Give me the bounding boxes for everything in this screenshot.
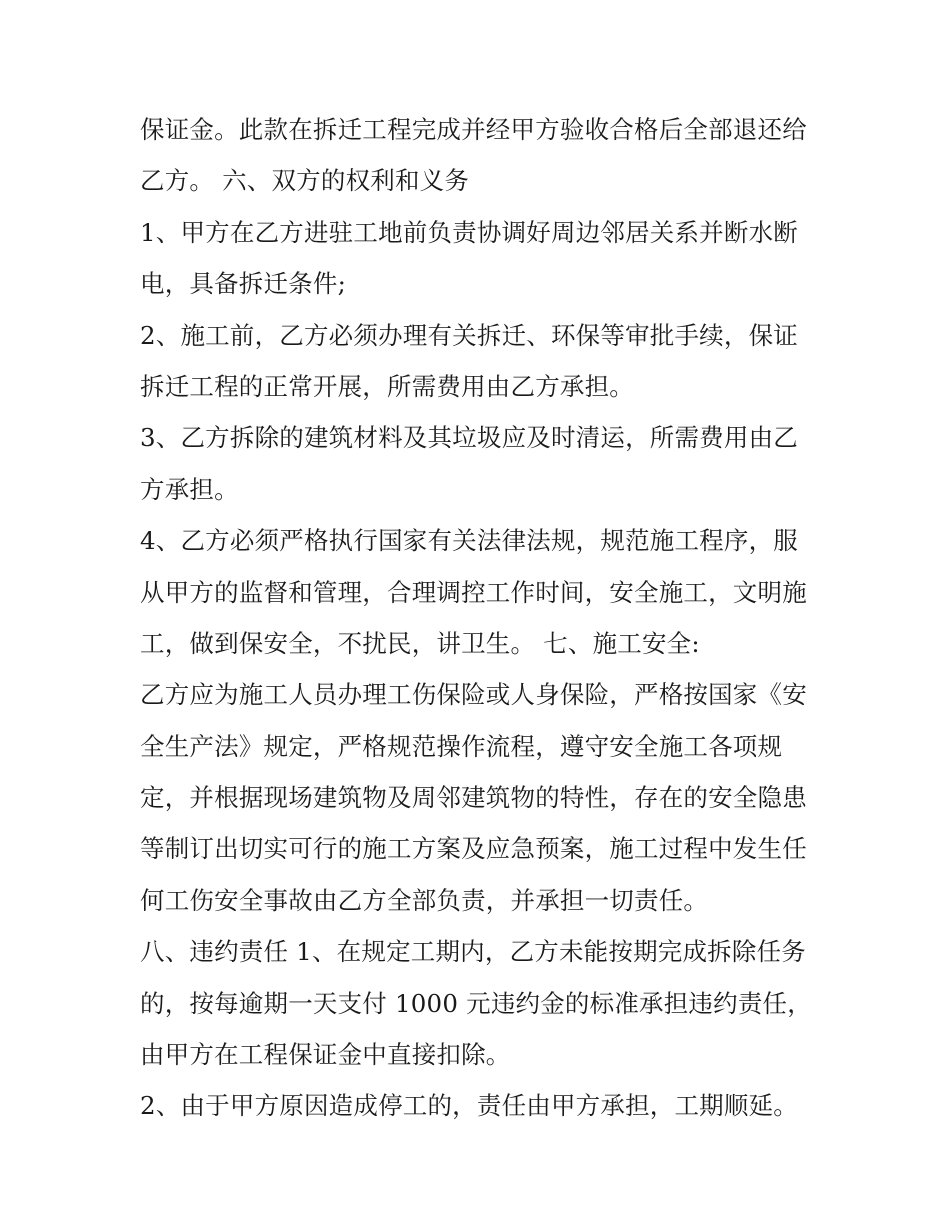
- text-line: 定，并根据现场建筑物及周邻建筑物的特性，存在的安全隐患: [140, 783, 807, 813]
- text-line: 全生产法》规定，严格规范操作流程，遵守安全施工各项规: [140, 731, 783, 761]
- text-line: 工，做到保安全，不扰民，讲卫生。 七、施工安全:: [140, 628, 700, 658]
- text-line: 乙方应为施工人员办理工伤保险或人身保险，严格按国家《安: [140, 680, 807, 710]
- text-line: 方承担。: [140, 474, 239, 504]
- text-line: 保证金。此款在拆迁工程完成并经甲方验收合格后全部退还给: [140, 115, 807, 144]
- text-line: 2、由于甲方原因造成停工的，责任由甲方承担，工期顺延。: [140, 1091, 798, 1121]
- text-line: 3、乙方拆除的建筑材料及其垃圾应及时清运，所需费用由乙: [140, 423, 798, 453]
- text-line: 从甲方的监督和管理，合理调控工作时间，安全施工，文明施: [140, 577, 807, 607]
- text-line: 八、违约责任 1、在规定工期内，乙方未能按期完成拆除任务: [140, 937, 806, 967]
- text-line: 由甲方在工程保证金中直接扣除。: [140, 1040, 511, 1070]
- text-line: 4、乙方必须严格执行国家有关法律法规，规范施工程序，服: [140, 526, 798, 556]
- text-line: 1、甲方在乙方进驻工地前负责协调好周边邻居关系并断水断: [140, 217, 798, 247]
- contract-text: [140, 104, 830, 1132]
- text-line: 等制订出切实可行的施工方案及应急预案，施工过程中发生任: [140, 834, 807, 864]
- text-line: 乙方。 六、双方的权利和义务: [140, 166, 470, 196]
- text-line: 电，具备拆迁条件;: [140, 269, 347, 299]
- text-line: 2、施工前，乙方必须办理有关拆迁、环保等审批手续，保证: [140, 320, 798, 350]
- text-line: 何工伤安全事故由乙方全部负责，并承担一切责任。: [140, 885, 709, 915]
- text-line: 的，按每逾期一天支付 1000 元违约金的标准承担违约责任，: [140, 988, 812, 1018]
- text-line: 拆迁工程的正常开展，所需费用由乙方承担。: [140, 371, 634, 401]
